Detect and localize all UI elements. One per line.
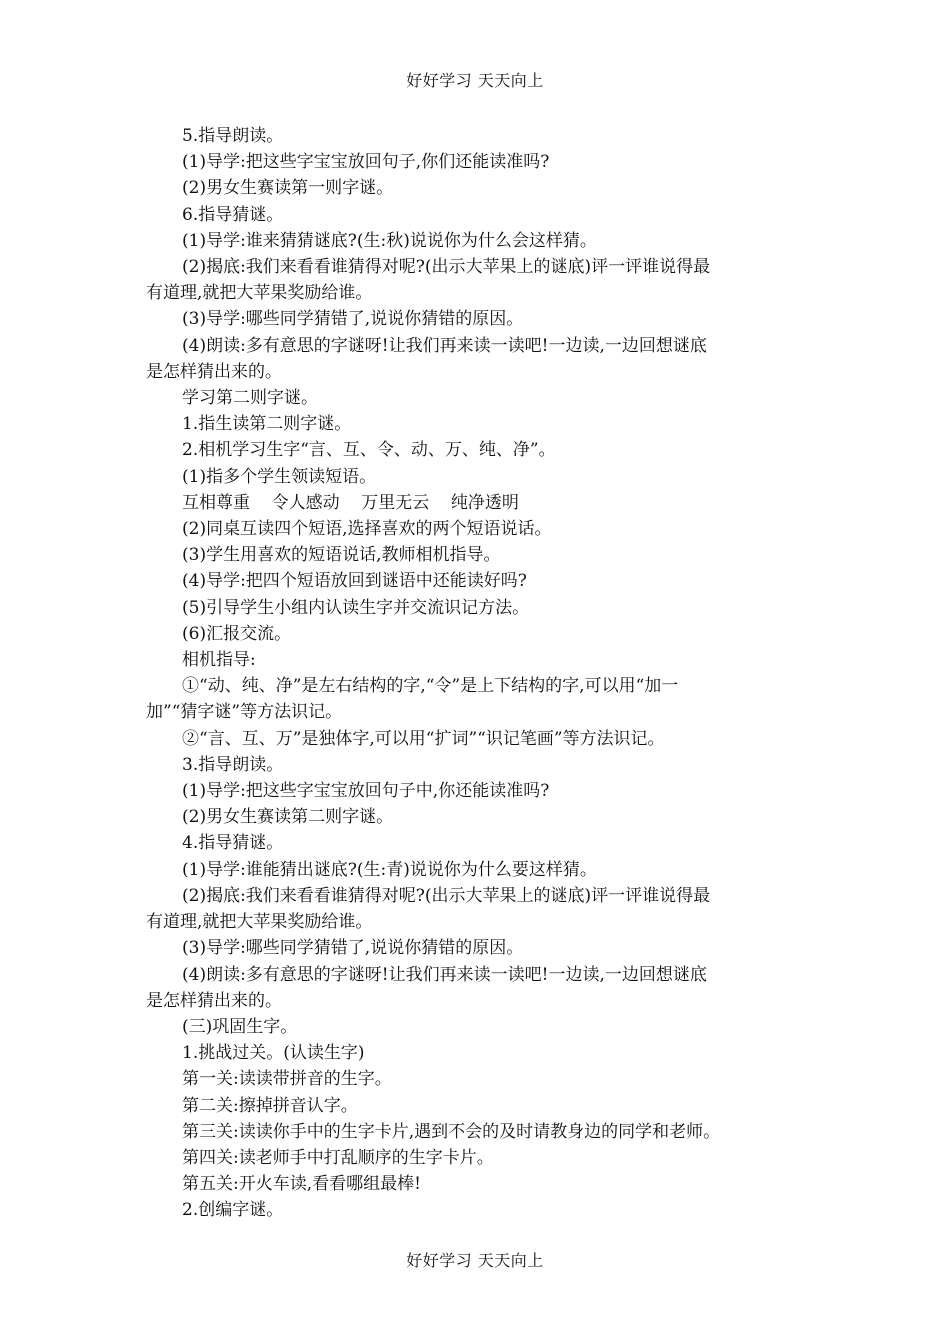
- text-line: (3)导学:哪些同学猜错了,说说你猜错的原因。: [182, 309, 524, 330]
- document-body: [146, 123, 808, 1224]
- text-line: 是怎样猜出来的。: [146, 990, 282, 1011]
- page-footer: 好好学习 天天向上: [406, 1251, 544, 1270]
- text-line: 6.指导猜谜。: [182, 204, 284, 225]
- text-line: 第二关:擦掉拼音认字。: [182, 1095, 358, 1116]
- text-line: 2.创编字谜。: [182, 1200, 284, 1221]
- text-line: (1)导学:把这些字宝宝放回句子中,你还能读准吗?: [182, 781, 550, 802]
- text-line: (2)同桌互读四个短语,选择喜欢的两个短语说话。: [182, 519, 552, 540]
- text-line: 3.指导朗读。: [182, 754, 284, 775]
- text-line: 第五关:开火车读,看看哪组最棒!: [182, 1174, 421, 1195]
- text-line: ②“言、互、万”是独体字,可以用“扩词”“识记笔画”等方法识记。: [182, 728, 665, 749]
- text-line: (1)导学:谁来猜猜谜底?(生:秋)说说你为什么会这样猜。: [182, 230, 597, 251]
- text-line: ①“动、纯、净”是左右结构的字,“令”是上下结构的字,可以用“加一: [182, 676, 679, 697]
- text-line: (三)巩固生字。: [182, 1016, 298, 1037]
- text-line: 互相尊重 令人感动 万里无云 纯净透明: [182, 492, 519, 513]
- text-line: (3)导学:哪些同学猜错了,说说你猜错的原因。: [182, 938, 524, 959]
- text-line: 2.相机学习生字“言、互、令、动、万、纯、净”。: [182, 440, 556, 461]
- text-line: 第一关:读读带拼音的生字。: [182, 1069, 392, 1090]
- text-line: 是怎样猜出来的。: [146, 361, 282, 382]
- text-line: (4)导学:把四个短语放回到谜语中还能读好吗?: [182, 571, 527, 592]
- text-line: (2)男女生赛读第一则字谜。: [182, 178, 394, 199]
- text-line: (6)汇报交流。: [182, 623, 292, 644]
- text-line: (1)指多个学生领读短语。: [182, 466, 377, 487]
- page-header: 好好学习 天天向上: [406, 71, 544, 90]
- text-line: (2)揭底:我们来看看谁猜得对呢?(出示大苹果上的谜底)评一评谁说得最: [182, 257, 711, 278]
- text-line: (2)男女生赛读第二则字谜。: [182, 807, 394, 828]
- text-line: (1)导学:谁能猜出谜底?(生:青)说说你为什么要这样猜。: [182, 859, 597, 880]
- text-line: (4)朗读:多有意思的字谜呀!让我们再来读一读吧!一边读,一边回想谜底: [182, 964, 707, 985]
- text-line: (4)朗读:多有意思的字谜呀!让我们再来读一读吧!一边读,一边回想谜底: [182, 335, 707, 356]
- text-line: 有道理,就把大苹果奖励给谁。: [146, 912, 373, 933]
- text-line: (1)导学:把这些字宝宝放回句子,你们还能读准吗?: [182, 152, 550, 173]
- text-line: 有道理,就把大苹果奖励给谁。: [146, 283, 373, 304]
- text-line: 第三关:读读你手中的生字卡片,遇到不会的及时请教身边的同学和老师。: [182, 1121, 721, 1142]
- text-line: 加”“猜字谜”等方法识记。: [146, 702, 343, 723]
- text-line: 1.指生读第二则字谜。: [182, 414, 352, 435]
- text-line: 4.指导猜谜。: [182, 833, 284, 854]
- text-line: 学习第二则字谜。: [182, 388, 318, 409]
- text-line: (3)学生用喜欢的短语说话,教师相机指导。: [182, 545, 501, 566]
- text-line: (2)揭底:我们来看看谁猜得对呢?(出示大苹果上的谜底)评一评谁说得最: [182, 885, 711, 906]
- text-line: 1.挑战过关。(认读生字): [182, 1043, 365, 1064]
- text-line: 5.指导朗读。: [182, 126, 284, 146]
- text-line: 第四关:读老师手中打乱顺序的生字卡片。: [182, 1147, 494, 1168]
- text-line: (5)引导学生小组内认读生字并交流识记方法。: [182, 597, 530, 618]
- text-line: 相机指导:: [182, 650, 256, 671]
